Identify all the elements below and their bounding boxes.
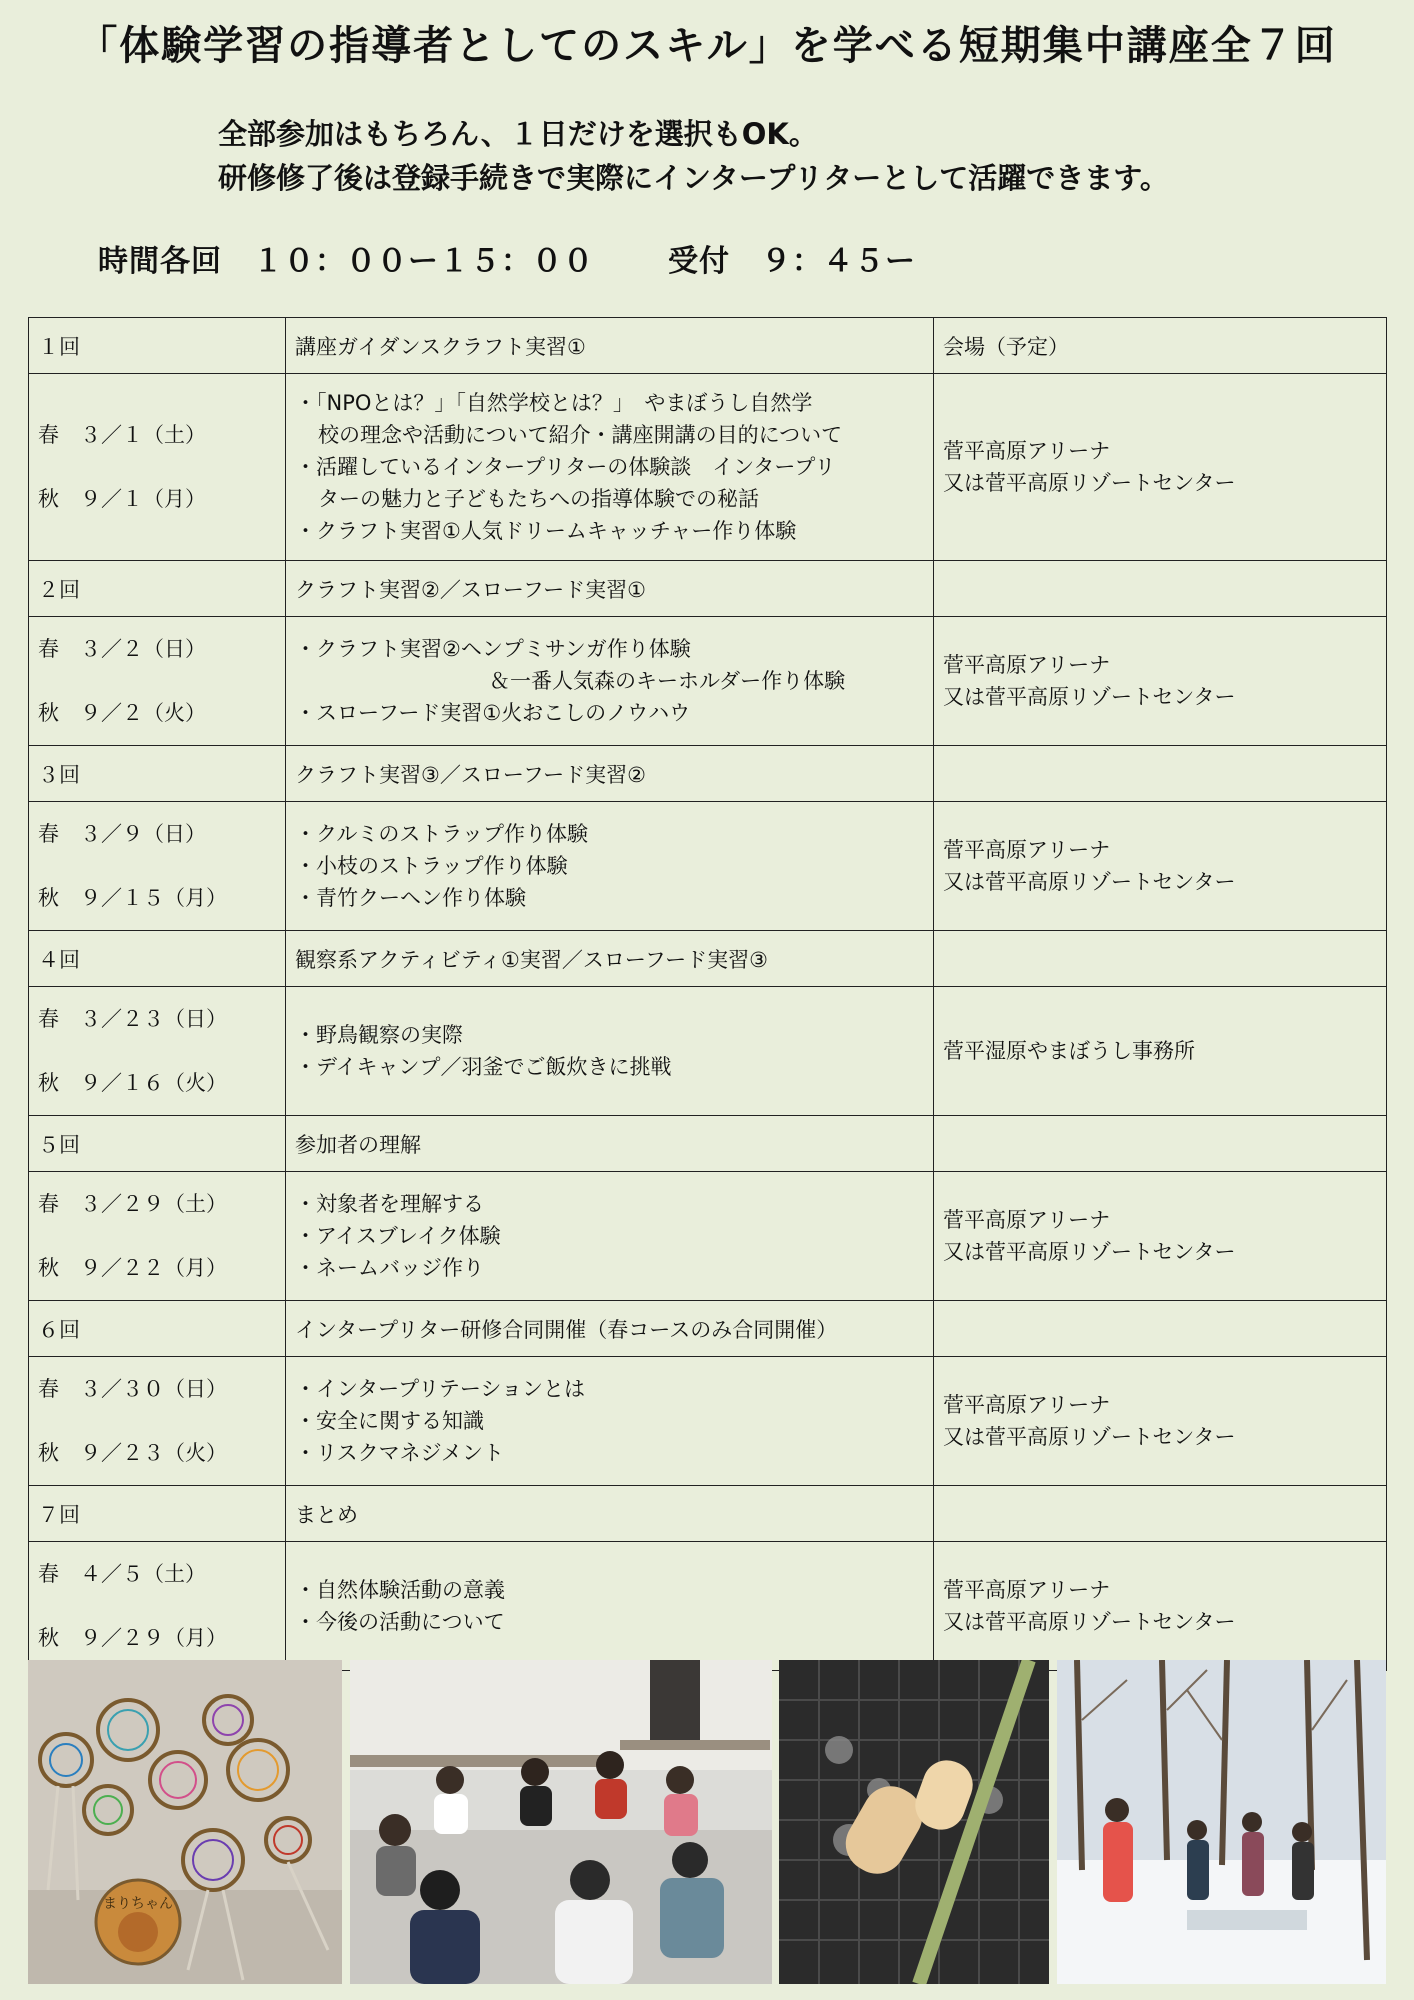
photo-strip <box>0 1660 1414 1984</box>
session-venue <box>934 1542 1387 1671</box>
content-line: ・「NPOとは？」「自然学校とは？」 やまぼうし自然学 <box>295 391 813 415</box>
session-number: ７回 <box>29 1486 286 1542</box>
venue-header <box>934 561 1387 617</box>
content-line: ・野鳥観察の実際 <box>295 1023 463 1047</box>
snow-forest-photo <box>1057 1660 1386 1984</box>
venue-line-1: 菅平高原アリーナ <box>943 838 1111 862</box>
content-line: ＆一番人気森のキーホルダー作り体験 <box>489 669 846 693</box>
session-content <box>286 1357 934 1486</box>
session-content <box>286 1172 934 1301</box>
content-line: ・安全に関する知識 <box>295 1409 484 1433</box>
content-line: ・クラフト実習①人気ドリームキャッチャー作り体験 <box>295 519 797 543</box>
session-venue <box>934 617 1387 746</box>
autumn-date: 秋 ９／１５（月） <box>38 886 227 910</box>
name-tag-text: まりちゃん <box>103 1896 173 1912</box>
venue-header <box>934 1486 1387 1542</box>
content-line: ・活躍しているインタープリターの体験談 インタープリ <box>295 455 836 479</box>
session-dates <box>29 1172 286 1301</box>
session-topic: 観察系アクティビティ①実習／スローフード実習③ <box>286 931 934 987</box>
content-line: ・インタープリテーションとは <box>295 1377 586 1401</box>
venue-line-2: 又は菅平高原リゾートセンター <box>943 1610 1236 1634</box>
venue-line-1: 菅平高原アリーナ <box>943 439 1111 463</box>
session-dates <box>29 802 286 931</box>
content-line: ・今後の活動について <box>295 1610 505 1634</box>
session-dates <box>29 617 286 746</box>
session-number: ３回 <box>29 746 286 802</box>
spring-date: 春 ３／２（日） <box>38 637 206 661</box>
content-line: ・自然体験活動の意義 <box>295 1578 505 1602</box>
dreamcatcher-photo <box>28 1660 342 1984</box>
session-number: ２回 <box>29 561 286 617</box>
schedule-table <box>28 317 1387 1671</box>
spring-date: 春 ３／３０（日） <box>38 1377 227 1401</box>
session-header-row <box>29 1116 1387 1172</box>
session-detail-row <box>29 802 1387 931</box>
spring-date: 春 ３／２３（日） <box>38 1007 227 1031</box>
venue-line-2: 又は菅平高原リゾートセンター <box>943 1240 1236 1264</box>
content-line: ・対象者を理解する <box>295 1192 484 1216</box>
content-line: ・ネームバッジ作り <box>295 1256 484 1280</box>
session-topic: インタープリター研修合同開催（春コースのみ合同開催） <box>286 1301 934 1357</box>
content-line: ・アイスブレイク体験 <box>295 1224 501 1248</box>
spring-date: 春 ３／２９（土） <box>38 1192 227 1216</box>
session-header-row <box>29 931 1387 987</box>
session-topic: 参加者の理解 <box>286 1116 934 1172</box>
session-topic: クラフト実習③／スローフード実習② <box>286 746 934 802</box>
group-circle-photo <box>350 1660 772 1984</box>
time-info <box>98 236 916 280</box>
session-dates <box>29 1357 286 1486</box>
venue-line-1: 菅平高原アリーナ <box>943 1393 1111 1417</box>
autumn-date: 秋 ９／１６（火） <box>38 1071 227 1095</box>
session-venue <box>934 802 1387 931</box>
session-content <box>286 802 934 931</box>
content-line: ・クルミのストラップ作り体験 <box>295 822 588 846</box>
venue-header <box>934 1116 1387 1172</box>
intro-text <box>218 112 1169 200</box>
intro-line-1: 全部参加はもちろん、１日だけを選択もOK。 <box>218 117 818 151</box>
venue-header <box>934 1301 1387 1357</box>
bamboo-baumkuchen-photo <box>779 1660 1049 1984</box>
autumn-date: 秋 ９／２３（火） <box>38 1441 227 1465</box>
page-title: 「体験学習の指導者としてのスキル」を学べる短期集中講座全７回 <box>77 23 1337 69</box>
content-line: ・青竹クーヘン作り体験 <box>295 886 526 910</box>
session-detail-row <box>29 987 1387 1116</box>
venue-header: 会場（予定） <box>934 318 1387 374</box>
hours-text: 時間各回 １０：００ー１５：００ <box>98 244 594 279</box>
venue-line-2: 又は菅平高原リゾートセンター <box>943 471 1236 495</box>
reception-text: 受付 ９：４５ー <box>668 244 916 279</box>
session-detail-row <box>29 1542 1387 1671</box>
session-dates <box>29 1542 286 1671</box>
venue-line-1: 菅平湿原やまぼうし事務所 <box>943 1039 1195 1063</box>
content-line: ・クラフト実習②ヘンプミサンガ作り体験 <box>295 637 691 661</box>
content-line: ・小枝のストラップ作り体験 <box>295 854 568 878</box>
session-venue <box>934 374 1387 561</box>
session-venue <box>934 1172 1387 1301</box>
session-header-row <box>29 1486 1387 1542</box>
content-line: ・デイキャンプ／羽釜でご飯炊きに挑戦 <box>295 1055 672 1079</box>
autumn-date: 秋 ９／２９（月） <box>38 1626 227 1650</box>
session-topic: クラフト実習②／スローフード実習① <box>286 561 934 617</box>
content-line: ターの魅力と子どもたちへの指導体験での秘話 <box>318 487 759 511</box>
autumn-date: 秋 ９／１（月） <box>38 487 206 511</box>
session-topic: 講座ガイダンスクラフト実習① <box>286 318 934 374</box>
session-detail-row <box>29 1357 1387 1486</box>
venue-header <box>934 931 1387 987</box>
content-line: 校の理念や活動について紹介・講座開講の目的について <box>318 423 843 447</box>
session-header-row <box>29 561 1387 617</box>
venue-line-1: 菅平高原アリーナ <box>943 653 1111 677</box>
autumn-date: 秋 ９／２（火） <box>38 701 206 725</box>
venue-line-2: 又は菅平高原リゾートセンター <box>943 1425 1236 1449</box>
venue-header <box>934 746 1387 802</box>
spring-date: 春 ３／９（日） <box>38 822 206 846</box>
content-line: ・リスクマネジメント <box>295 1441 504 1465</box>
intro-line-2: 研修修了後は登録手続きで実際にインタープリターとして活躍できます。 <box>218 161 1169 195</box>
session-detail-row <box>29 617 1387 746</box>
session-detail-row <box>29 1172 1387 1301</box>
spring-date: 春 ４／５（土） <box>38 1562 206 1586</box>
session-header-row <box>29 1301 1387 1357</box>
session-content <box>286 987 934 1116</box>
session-header-row <box>29 318 1387 374</box>
content-line: ・スローフード実習①火おこしのノウハウ <box>295 701 691 725</box>
session-detail-row <box>29 374 1387 561</box>
session-venue <box>934 987 1387 1116</box>
session-header-row <box>29 746 1387 802</box>
autumn-date: 秋 ９／２２（月） <box>38 1256 227 1280</box>
session-content <box>286 374 934 561</box>
session-dates <box>29 374 286 561</box>
spring-date: 春 ３／１（土） <box>38 423 206 447</box>
session-content <box>286 617 934 746</box>
session-number: ６回 <box>29 1301 286 1357</box>
session-venue <box>934 1357 1387 1486</box>
session-number: １回 <box>29 318 286 374</box>
session-content <box>286 1542 934 1671</box>
session-number: ５回 <box>29 1116 286 1172</box>
session-dates <box>29 987 286 1116</box>
venue-line-2: 又は菅平高原リゾートセンター <box>943 685 1236 709</box>
session-number: ４回 <box>29 931 286 987</box>
venue-line-2: 又は菅平高原リゾートセンター <box>943 870 1236 894</box>
venue-line-1: 菅平高原アリーナ <box>943 1578 1111 1602</box>
session-topic: まとめ <box>286 1486 934 1542</box>
venue-line-1: 菅平高原アリーナ <box>943 1208 1111 1232</box>
